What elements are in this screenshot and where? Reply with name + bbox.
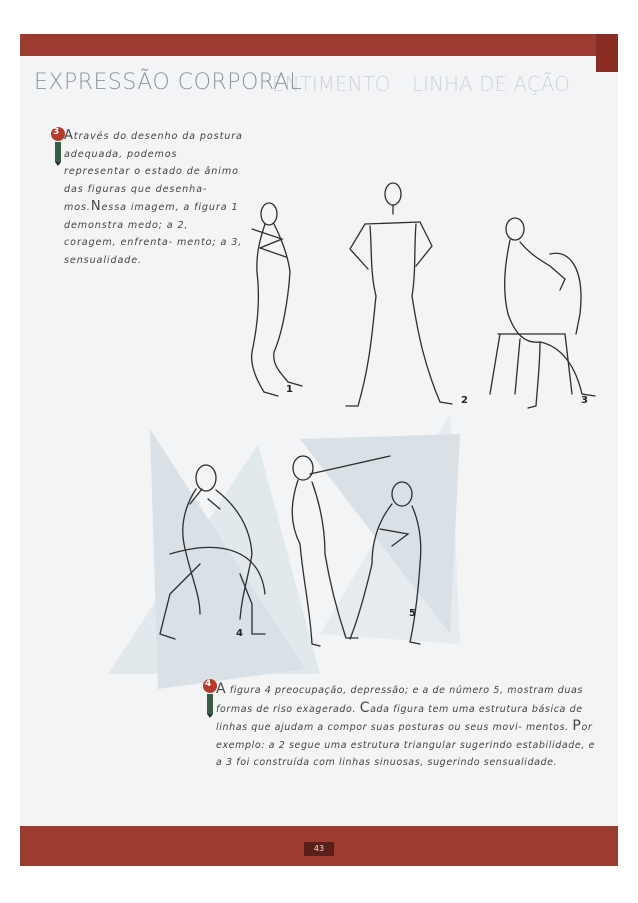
- caption-letter-p: P: [572, 718, 582, 735]
- drop-letter-n: N: [90, 199, 102, 214]
- bleed-heading-right: LINHA DE AÇÃO: [412, 72, 570, 96]
- caption-drop-letter: A: [216, 681, 227, 697]
- caption-paragraph: [216, 681, 596, 772]
- figure-1-sketch: [252, 203, 302, 396]
- figure-label-3: 3: [581, 395, 588, 406]
- drop-letter: A: [64, 128, 74, 143]
- page-number: 43: [304, 842, 334, 856]
- caption-text-3: or exemplo: a 2 segue uma estrutura triangular sugerindo estabilidade, e a 3 foi construída com linhas sinuosas, sugerindo sensualidade.: [216, 722, 596, 769]
- bleed-heading-left: ENTIMENTO: [272, 72, 391, 96]
- caption-letter-c: C: [359, 699, 371, 716]
- figure-2-sketch: [346, 183, 452, 406]
- figure-3-sketch: [490, 218, 595, 408]
- caption-text: figura 4 preocupação, depressão; e a de número 5, mostram duas formas de riso exagerado.: [216, 685, 583, 715]
- figure-label-2: 2: [461, 395, 468, 406]
- marker-number: 3: [53, 127, 60, 137]
- intro-text-2: essa imagem, a figura 1 demonstra medo; a 2, coragem, enfrenta- mento; a 3, sensualidade.: [64, 202, 243, 266]
- figure-label-1: 1: [286, 384, 293, 395]
- page-title: EXPRESSÃO CORPORAL: [34, 70, 302, 95]
- book-page: [20, 34, 618, 866]
- figure-label-4: 4: [236, 628, 243, 639]
- figure-label-5: 5: [409, 608, 416, 619]
- caption-text-2: ada figura tem uma estrutura básica de linhas que ajudam a compor suas posturas ou seus movi- mentos.: [216, 703, 583, 734]
- intro-text: través do desenho da postura adequada, podemos representar o estado de ânimo das figuras que desenha- mos.: [64, 131, 243, 213]
- figure-4-sketch: [160, 465, 265, 639]
- figure-5-sketch: [292, 456, 420, 646]
- marker-number-2: 4: [205, 679, 212, 689]
- bottom-color-band: [20, 826, 618, 866]
